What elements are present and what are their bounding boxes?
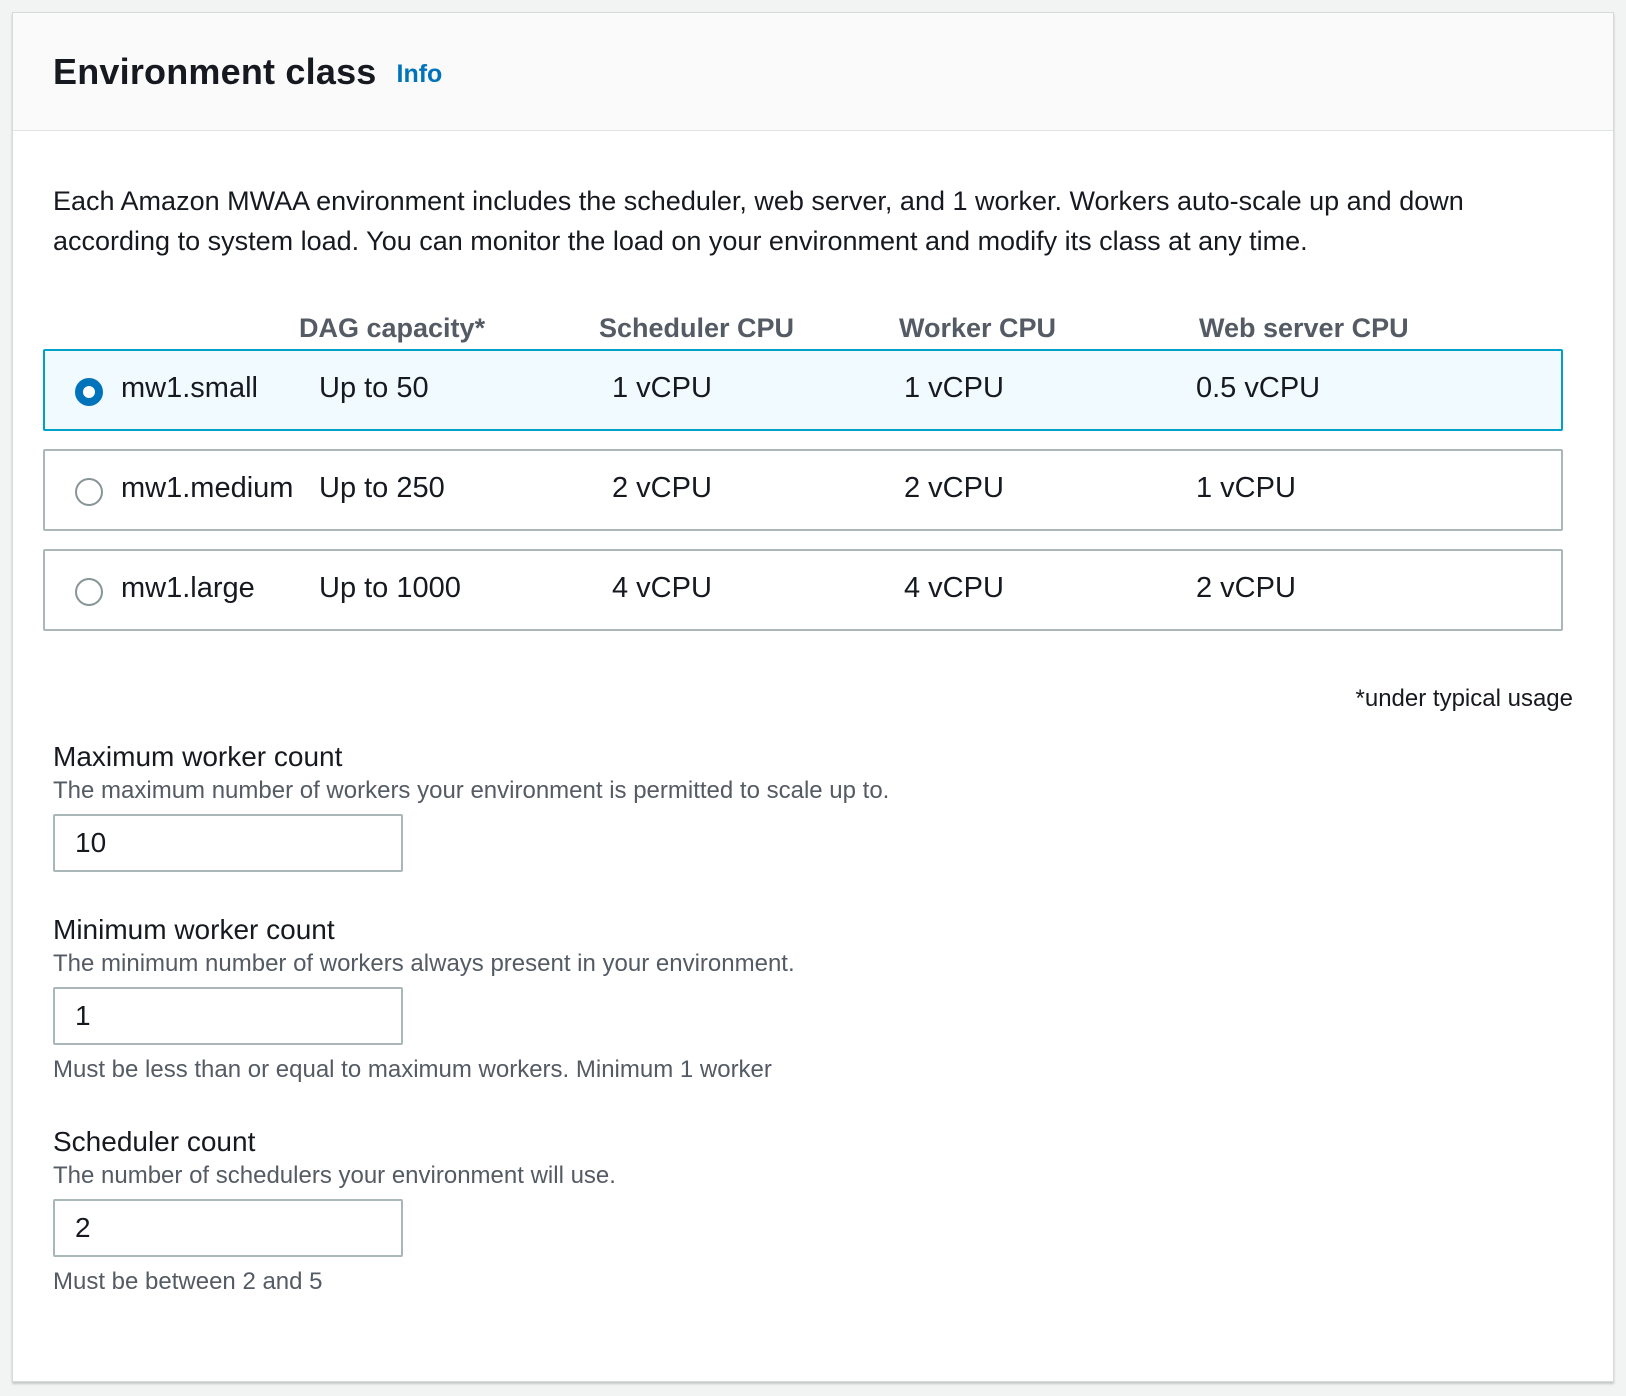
option-name: mw1.large	[121, 572, 255, 604]
option-scheduler-cpu: 2 vCPU	[612, 472, 712, 504]
radio-mw1-medium[interactable]	[75, 478, 103, 506]
option-scheduler-cpu: 1 vCPU	[612, 372, 712, 404]
option-dag-capacity: Up to 1000	[319, 572, 461, 604]
radio-mw1-small[interactable]	[75, 378, 103, 406]
scheduler-count-hint: Must be between 2 and 5	[53, 1268, 323, 1295]
column-header-scheduler-cpu: Scheduler CPU	[599, 313, 795, 343]
column-header-worker-cpu: Worker CPU	[899, 313, 1057, 343]
option-name: mw1.medium	[121, 472, 294, 504]
column-header-dag-capacity: DAG capacity*	[299, 313, 486, 343]
option-name: mw1.small	[121, 372, 258, 404]
scheduler-count-label: Scheduler count	[53, 1126, 256, 1157]
option-worker-cpu: 1 vCPU	[904, 372, 1004, 404]
scheduler-count-description: The number of schedulers your environment will use.	[53, 1162, 616, 1189]
option-mw1-medium[interactable]	[43, 449, 1563, 531]
option-web-server-cpu: 0.5 vCPU	[1196, 372, 1321, 404]
scheduler-count-input[interactable]	[53, 1199, 403, 1257]
option-worker-cpu: 4 vCPU	[904, 572, 1004, 604]
option-scheduler-cpu: 4 vCPU	[612, 572, 712, 604]
max-worker-count-input[interactable]	[53, 814, 403, 872]
column-header-web-server-cpu: Web server CPU	[1199, 313, 1409, 343]
panel-title: Environment class	[53, 50, 377, 92]
max-worker-count-description: The maximum number of workers your environment is permitted to scale up to.	[53, 777, 890, 804]
option-dag-capacity: Up to 50	[319, 372, 429, 404]
panel-description: Each Amazon MWAA environment includes the scheduler, web server, and 1 worker. Workers auto-scale up and down according to system load. You can monitor the load on your environment and modify its class at any time.	[53, 186, 1464, 256]
min-worker-count-input[interactable]	[53, 987, 403, 1045]
option-web-server-cpu: 2 vCPU	[1196, 572, 1296, 604]
environment-class-panel	[12, 12, 1614, 1382]
option-mw1-small[interactable]	[43, 349, 1563, 431]
option-dag-capacity: Up to 250	[319, 472, 445, 504]
info-link[interactable]: Info	[396, 60, 443, 88]
max-worker-count-label: Maximum worker count	[53, 741, 343, 772]
column-headers	[13, 313, 1613, 353]
typical-usage-footnote: *under typical usage	[1355, 685, 1573, 712]
option-mw1-large[interactable]	[43, 549, 1563, 631]
min-worker-count-description: The minimum number of workers always present in your environment.	[53, 950, 795, 977]
option-web-server-cpu: 1 vCPU	[1196, 472, 1296, 504]
option-worker-cpu: 2 vCPU	[904, 472, 1004, 504]
radio-mw1-large[interactable]	[75, 578, 103, 606]
panel-header	[13, 13, 1613, 131]
min-worker-count-hint: Must be less than or equal to maximum workers. Minimum 1 worker	[53, 1056, 772, 1083]
min-worker-count-label: Minimum worker count	[53, 914, 335, 945]
